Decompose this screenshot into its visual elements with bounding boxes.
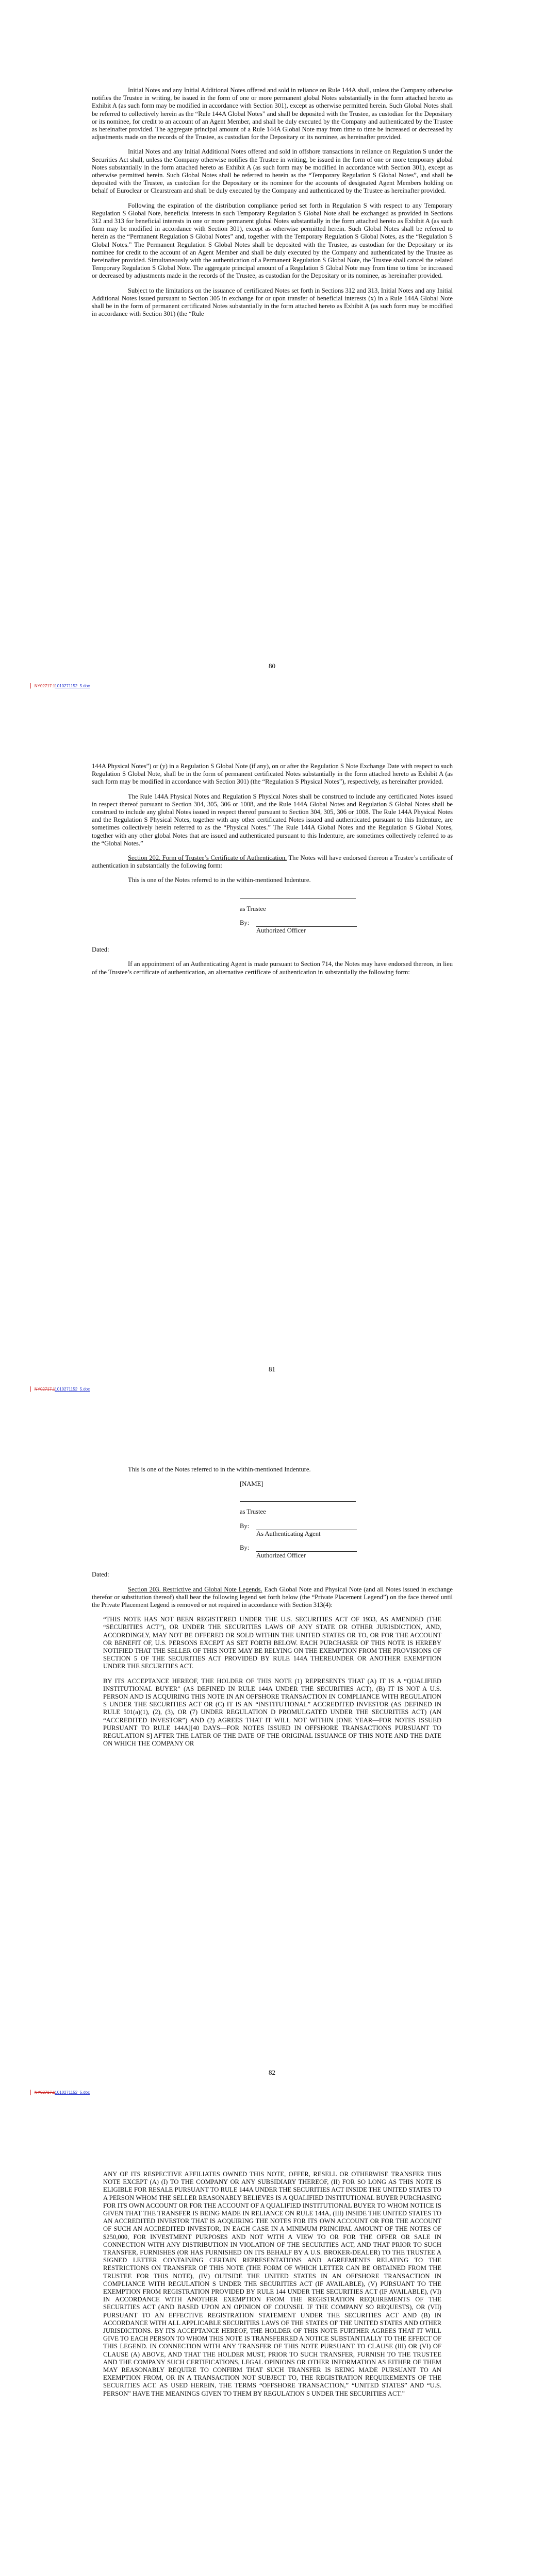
paragraph-rule-144a-global-notes: Initial Notes and any Initial Additional Notes offered and sold in reliance on Rule 144A shall, unless the Company otherwise notifies the Trustee in writing, be issued in the form of one or more permanent global Notes substantially in the form attached hereto as Exhibit A (as such form may be modified in accordance with Section 301), except as otherwise permitted herein. Such Global Notes shall be referred to collectively herein as the “Rule 144A Global Notes” and shall be deposited with the Trustee, as custodian for the Depositary or its nominee, for credit to an account of an Agent Member, and shall be duly executed by the Company and authenticated by the Trustee as hereinafter provided. The aggregate principal amount of a Rule 144A Global Note may from time to time be increased or decreased by adjustments made on the records of the Trustee, as custodian for the Depositary or its nominee, as hereinafter provided. — [92, 87, 453, 141]
by-label: By: — [240, 919, 250, 926]
paragraph-physical-notes-continued: 144A Physical Notes”) or (y) in a Regulation S Global Note (if any), on or after the Regulation S Note Exchange Date with respect to such Regulation S Global Note, shall be in the form of permanent certificated Notes substantially in the form attached hereto as Exhibit A (as such form may be modified in accordance with Section 301) (the “Regulation S Physical Notes”), respectively, as hereinafter provided. — [92, 762, 453, 786]
section-202-heading: Section 202. Form of Trustee’s Certificate of Authentication. — [128, 854, 287, 862]
change-bar-icon: | — [30, 683, 31, 689]
page-body — [92, 87, 453, 325]
authorized-officer-label: Authorized Officer — [256, 1552, 306, 1560]
by-label: By: — [240, 1544, 250, 1552]
section-202-text: The Notes will have endorsed thereon a Trustee’s certificate of authentication in substantially the following form: — [92, 854, 453, 870]
private-placement-legend-part-2: BY ITS ACCEPTANCE HEREOF, THE HOLDER OF THIS NOTE (1) REPRESENTS THAT (A) IT IS A “QUALIFIED INSTITUTIONAL BUYER” (AS DEFINED IN RULE 144A UNDER THE SECURITIES ACT), (B) IT IS NOT A U.S. PERSON AND IS ACQUIRING THIS NOTE IN AN OFFSHORE TRANSACTION IN COMPLIANCE WITH REGULATION S UNDER THE SECURITIES ACT OR (C) IT IS AN “INSTITUTIONAL” ACCREDITED INVESTOR (AS DEFINED IN RULE 501(a)(1), (2), (3), OR (7) UNDER REGULATION D PROMULGATED UNDER THE SECURITIES ACT) (AN “ACCREDITED INVESTOR”) AND (2) AGREES THAT IT WILL NOT WITHIN [ONE YEAR—FOR NOTES ISSUED PURSUANT TO RULE 144A][40 DAYS—FOR NOTES ISSUED IN OFFSHORE TRANSACTIONS PURSUANT TO REGULATION S] AFTER THE LATER OF THE DATE OF THE ORIGINAL ISSUANCE OF THIS NOTE AND THE DATE ON WHICH THE COMPANY OR — [103, 1677, 441, 1748]
page-body — [92, 762, 453, 983]
page-body — [92, 2171, 453, 2404]
footer-inserted-id: 1010271152_5.doc — [55, 2090, 90, 2095]
footer-deleted-id: NY02717.1 — [34, 2090, 55, 2095]
footer-inserted-id: 1010271152_5.doc — [55, 684, 90, 688]
name-placeholder: [NAME] — [240, 1480, 263, 1488]
section-202 — [92, 854, 453, 870]
signature-line — [256, 1522, 357, 1530]
document-page-80 — [0, 0, 544, 703]
signature-line — [240, 891, 356, 899]
signature-line — [256, 1544, 357, 1552]
paragraph-physical-notes: Subject to the limitations on the issuance of certificated Notes set forth in Sections 312 and 313, Initial Notes and any Initial Additional Notes issued pursuant to Section 305 in exchange for or upon transfer of beneficial interests (x) in a Rule 144A Global Note shall be in the form of permanent certificated Notes substantially in the form attached hereto as Exhibit A (as such form may be modified in accordance with Section 301) (the “Rule — [92, 286, 453, 318]
section-203-text: Each Global Note and Physical Note (and all Notes issued in exchange therefor or substitution thereof) shall bear the following legend set forth below (the “Private Placement Legend”) on the face thereof until the Private Placement Legend is removed or not required in accordance with Section 313(4): — [92, 1585, 453, 1609]
authenticating-agent-signature-block — [240, 1480, 453, 1560]
footer-deleted-id: NY02717.1 — [34, 1387, 55, 1392]
certificate-line: This is one of the Notes referred to in the within-mentioned Indenture. — [128, 1466, 311, 1473]
signature-blank — [240, 1494, 453, 1502]
signature-line — [240, 1494, 356, 1502]
by-signature-row — [240, 1544, 453, 1552]
document-footer — [30, 2089, 90, 2095]
by-signature-row — [240, 919, 453, 927]
page-number: 81 — [269, 1365, 275, 1373]
document-page-82 — [0, 1406, 544, 2110]
document-footer — [30, 683, 90, 689]
change-bar-icon: | — [30, 1386, 31, 1392]
private-placement-legend-part-1: “THIS NOTE HAS NOT BEEN REGISTERED UNDER THE U.S. SECURITIES ACT OF 1933, AS AMENDED (THE “SECURITIES ACT”), OR UNDER THE SECURITIES LAWS OF ANY STATE OR OTHER JURISDICTION, AND, ACCORDINGLY, MAY NOT BE OFFERED OR SOLD WITHIN THE UNITED STATES OR TO, OR FOR THE ACCOUNT OR BENEFIT OF, U.S. PERSONS EXCEPT AS SET FORTH BELOW. EACH PURCHASER OF THIS NOTE IS HEREBY NOTIFIED THAT THE SELLER OF THIS NOTE MAY BE RELYING ON THE EXEMPTION FROM THE PROVISIONS OF SECTION 5 OF THE SECURITIES ACT PROVIDED BY RULE 144A THEREUNDER OR ANOTHER EXEMPTION UNDER THE SECURITIES ACT. — [103, 1616, 441, 1670]
signature-line — [256, 919, 357, 927]
document-page-83 — [0, 2110, 544, 2576]
page-body — [92, 1466, 453, 1754]
paragraph-permanent-regulation-s-notes: Following the expiration of the distribution compliance period set forth in Regulation S with respect to any Temporary Regulation S Global Note, beneficial interests in such Temporary Regulation S Global Note shall be exchanged as provided in Sections 312 and 313 for beneficial interests in one or more permanent global Notes substantially in the form attached hereto as Exhibit A (as such form may be modified in accordance with Section 301), except as otherwise permitted herein. Such Global Notes shall be referred to herein as the “Permanent Regulation S Global Notes” and, together with the Temporary Regulation S Global Notes, as the “Regulation S Global Notes.” The Permanent Regulation S Global Notes shall be deposited with the Trustee, as custodian for the Depositary or its nominee for credit to the account of an Agent Member and shall be duly executed by the Company and authenticated by the Trustee as hereinafter provided. Simultaneously with the authentication of a Permanent Regulation S Global Note, the Trustee shall cancel the related Temporary Regulation S Global Note. The aggregate principal amount of a Regulation S Global Note may from time to time be increased or decreased by adjustments made in the records of the Trustee, as custodian for the Depositary or its nominee, as hereinafter provided. — [92, 201, 453, 280]
as-trustee-label: as Trustee — [240, 1508, 266, 1516]
dated-label: Dated: — [92, 1571, 109, 1579]
document-footer — [30, 1386, 90, 1392]
section-203 — [92, 1586, 453, 1609]
page-number: 82 — [269, 2069, 275, 2076]
trustee-signature-block — [240, 891, 453, 935]
signature-blank — [240, 891, 453, 899]
section-203-heading: Section 203. Restrictive and Global Note Legends. — [128, 1585, 262, 1593]
paragraph-authenticating-agent: If an appointment of an Authenticating Agent is made pursuant to Section 714, the Notes may have endorsed thereon, in lieu of the Trustee’s certificate of authentication, an alternative certificate of authentication in substantially the following form: — [92, 960, 453, 976]
as-trustee-label: as Trustee — [240, 905, 266, 912]
as-authenticating-agent-label: As Authenticating Agent — [256, 1530, 321, 1537]
footer-deleted-id: NY02717.1 — [34, 684, 55, 688]
footer-inserted-id: 1010271152_5.doc — [55, 1387, 90, 1392]
change-bar-icon: | — [30, 2089, 31, 2095]
authorized-officer-label: Authorized Officer — [256, 927, 306, 935]
document-page-81 — [0, 703, 544, 1406]
by-label: By: — [240, 1522, 250, 1530]
certificate-line: This is one of the Notes referred to in the within-mentioned Indenture. — [128, 876, 311, 884]
paragraph-global-notes-definition: The Rule 144A Physical Notes and Regulation S Physical Notes shall be construed to include any certificated Notes issued in respect thereof pursuant to Section 304, 305, 306 or 1008, and the Rule 144A Global Notes and Regulation S Global Notes shall be construed to include any global Notes issued in respect thereof pursuant to Section 304, 305, 306 or 1008. The Rule 144A Physical Notes and the Regulation S Physical Notes, together with any other certificated Notes issued and authenticated pursuant to this Indenture, are sometimes collectively herein referred to as the “Physical Notes.” The Rule 144A Global Notes and the Regulation S Global Notes, together with any other global Notes that are issued and authenticated pursuant to this Indenture, are sometimes collectively referred to as the “Global Notes.” — [92, 792, 453, 847]
dated-label: Dated: — [92, 946, 109, 954]
by-signature-row — [240, 1522, 453, 1530]
paragraph-temporary-regulation-s-notes: Initial Notes and any Initial Additional Notes offered and sold in offshore transactions in reliance on Regulation S under the Securities Act shall, unless the Company otherwise notifies the Trustee in writing, be issued in the form of one or more temporary global Notes substantially in the form attached hereto as Exhibit A (as such form may be modified in accordance with Section 301), except as otherwise permitted herein. Such Global Notes shall be referred to herein as the “Temporary Regulation S Global Notes”, and shall be deposited with the Trustee, as custodian for the Depositary or its nominee for the accounts of designated Agent Members holding on behalf of Euroclear or Clearstream and shall be duly executed by the Company and authenticated by the Trustee as hereinafter provided. — [92, 148, 453, 195]
page-number: 80 — [269, 662, 275, 670]
private-placement-legend-part-3: ANY OF ITS RESPECTIVE AFFILIATES OWNED THIS NOTE, OFFER, RESELL OR OTHERWISE TRANSFER THIS NOTE EXCEPT (A) (I) TO THE COMPANY OR ANY SUBSIDIARY THEREOF, (II) FOR SO LONG AS THIS NOTE IS ELIGIBLE FOR RESALE PURSUANT TO RULE 144A UNDER THE SECURITIES ACT INSIDE THE UNITED STATES TO A PERSON WHOM THE SELLER REASONABLY BELIEVES IS A QUALIFIED INSTITUTIONAL BUYER PURCHASING FOR ITS OWN ACCOUNT OR FOR THE ACCOUNT OF A QUALIFIED INSTITUTIONAL BUYER TO WHOM NOTICE IS GIVEN THAT THE TRANSFER IS BEING MADE IN RELIANCE ON RULE 144A, (III) INSIDE THE UNITED STATES TO AN ACCREDITED INVESTOR THAT IS ACQUIRING THE NOTES FOR ITS OWN ACCOUNT OR FOR THE ACCOUNT OF SUCH AN ACCREDITED INVESTOR, IN EACH CASE IN A MINIMUM PRINCIPAL AMOUNT OF THE NOTES OF $250,000, FOR INVESTMENT PURPOSES AND NOT WITH A VIEW TO OR FOR THE OFFER OR SALE IN CONNECTION WITH ANY DISTRIBUTION IN VIOLATION OF THE SECURITIES ACT, AND THAT PRIOR TO SUCH TRANSFER, FURNISHES (OR HAS FURNISHED ON ITS BEHALF BY A U.S. BROKER-DEALER) TO THE TRUSTEE A SIGNED LETTER CONTAINING CERTAIN REPRESENTATIONS AND AGREEMENTS RELATING TO THE RESTRICTIONS ON TRANSFER OF THIS NOTE (THE FORM OF WHICH LETTER CAN BE OBTAINED FROM THE TRUSTEE FOR THIS NOTE), (IV) OUTSIDE THE UNITED STATES IN AN OFFSHORE TRANSACTION IN COMPLIANCE WITH REGULATION S UNDER THE SECURITIES ACT (IF AVAILABLE), (V) PURSUANT TO THE EXEMPTION FROM REGISTRATION PROVIDED BY RULE 144 UNDER THE SECURITIES ACT (IF AVAILABLE), (VI) IN ACCORDANCE WITH ANOTHER EXEMPTION FROM THE REGISTRATION REQUIREMENTS OF THE SECURITIES ACT (AND BASED UPON AN OPINION OF COUNSEL IF THE COMPANY SO REQUESTS), OR (VII) PURSUANT TO AN EFFECTIVE REGISTRATION STATEMENT UNDER THE SECURITIES ACT AND (B) IN ACCORDANCE WITH ALL APPLICABLE SECURITIES LAWS OF THE STATES OF THE UNITED STATES AND OTHER JURISDICTIONS. BY ITS ACCEPTANCE HEREOF, THE HOLDER OF THIS NOTE FURTHER AGREES THAT IT WILL GIVE TO EACH PERSON TO WHOM THIS NOTE IS TRANSFERRED A NOTICE SUBSTANTIALLY TO THE EFFECT OF THIS LEGEND. IN CONNECTION WITH ANY TRANSFER OF THIS NOTE PURSUANT TO CLAUSE (III) OR (VI) OF CLAUSE (A) ABOVE, AND THAT THE HOLDER MUST, PRIOR TO SUCH TRANSFER, FURNISH TO THE TRUSTEE AND THE COMPANY SUCH CERTIFICATIONS, LEGAL OPINIONS OR OTHER INFORMATION AS EITHER OF THEM MAY REASONABLY REQUIRE TO CONFIRM THAT SUCH TRANSFER IS BEING MADE PURSUANT TO AN EXEMPTION FROM, OR IN A TRANSACTION NOT SUBJECT TO, THE REGISTRATION REQUIREMENTS OF THE SECURITIES ACT. AS USED HEREIN, THE TERMS “OFFSHORE TRANSACTION,” “UNITED STATES” AND “U.S. PERSON” HAVE THE MEANINGS GIVEN TO THEM BY REGULATION S UNDER THE SECURITIES ACT.” — [103, 2171, 441, 2397]
